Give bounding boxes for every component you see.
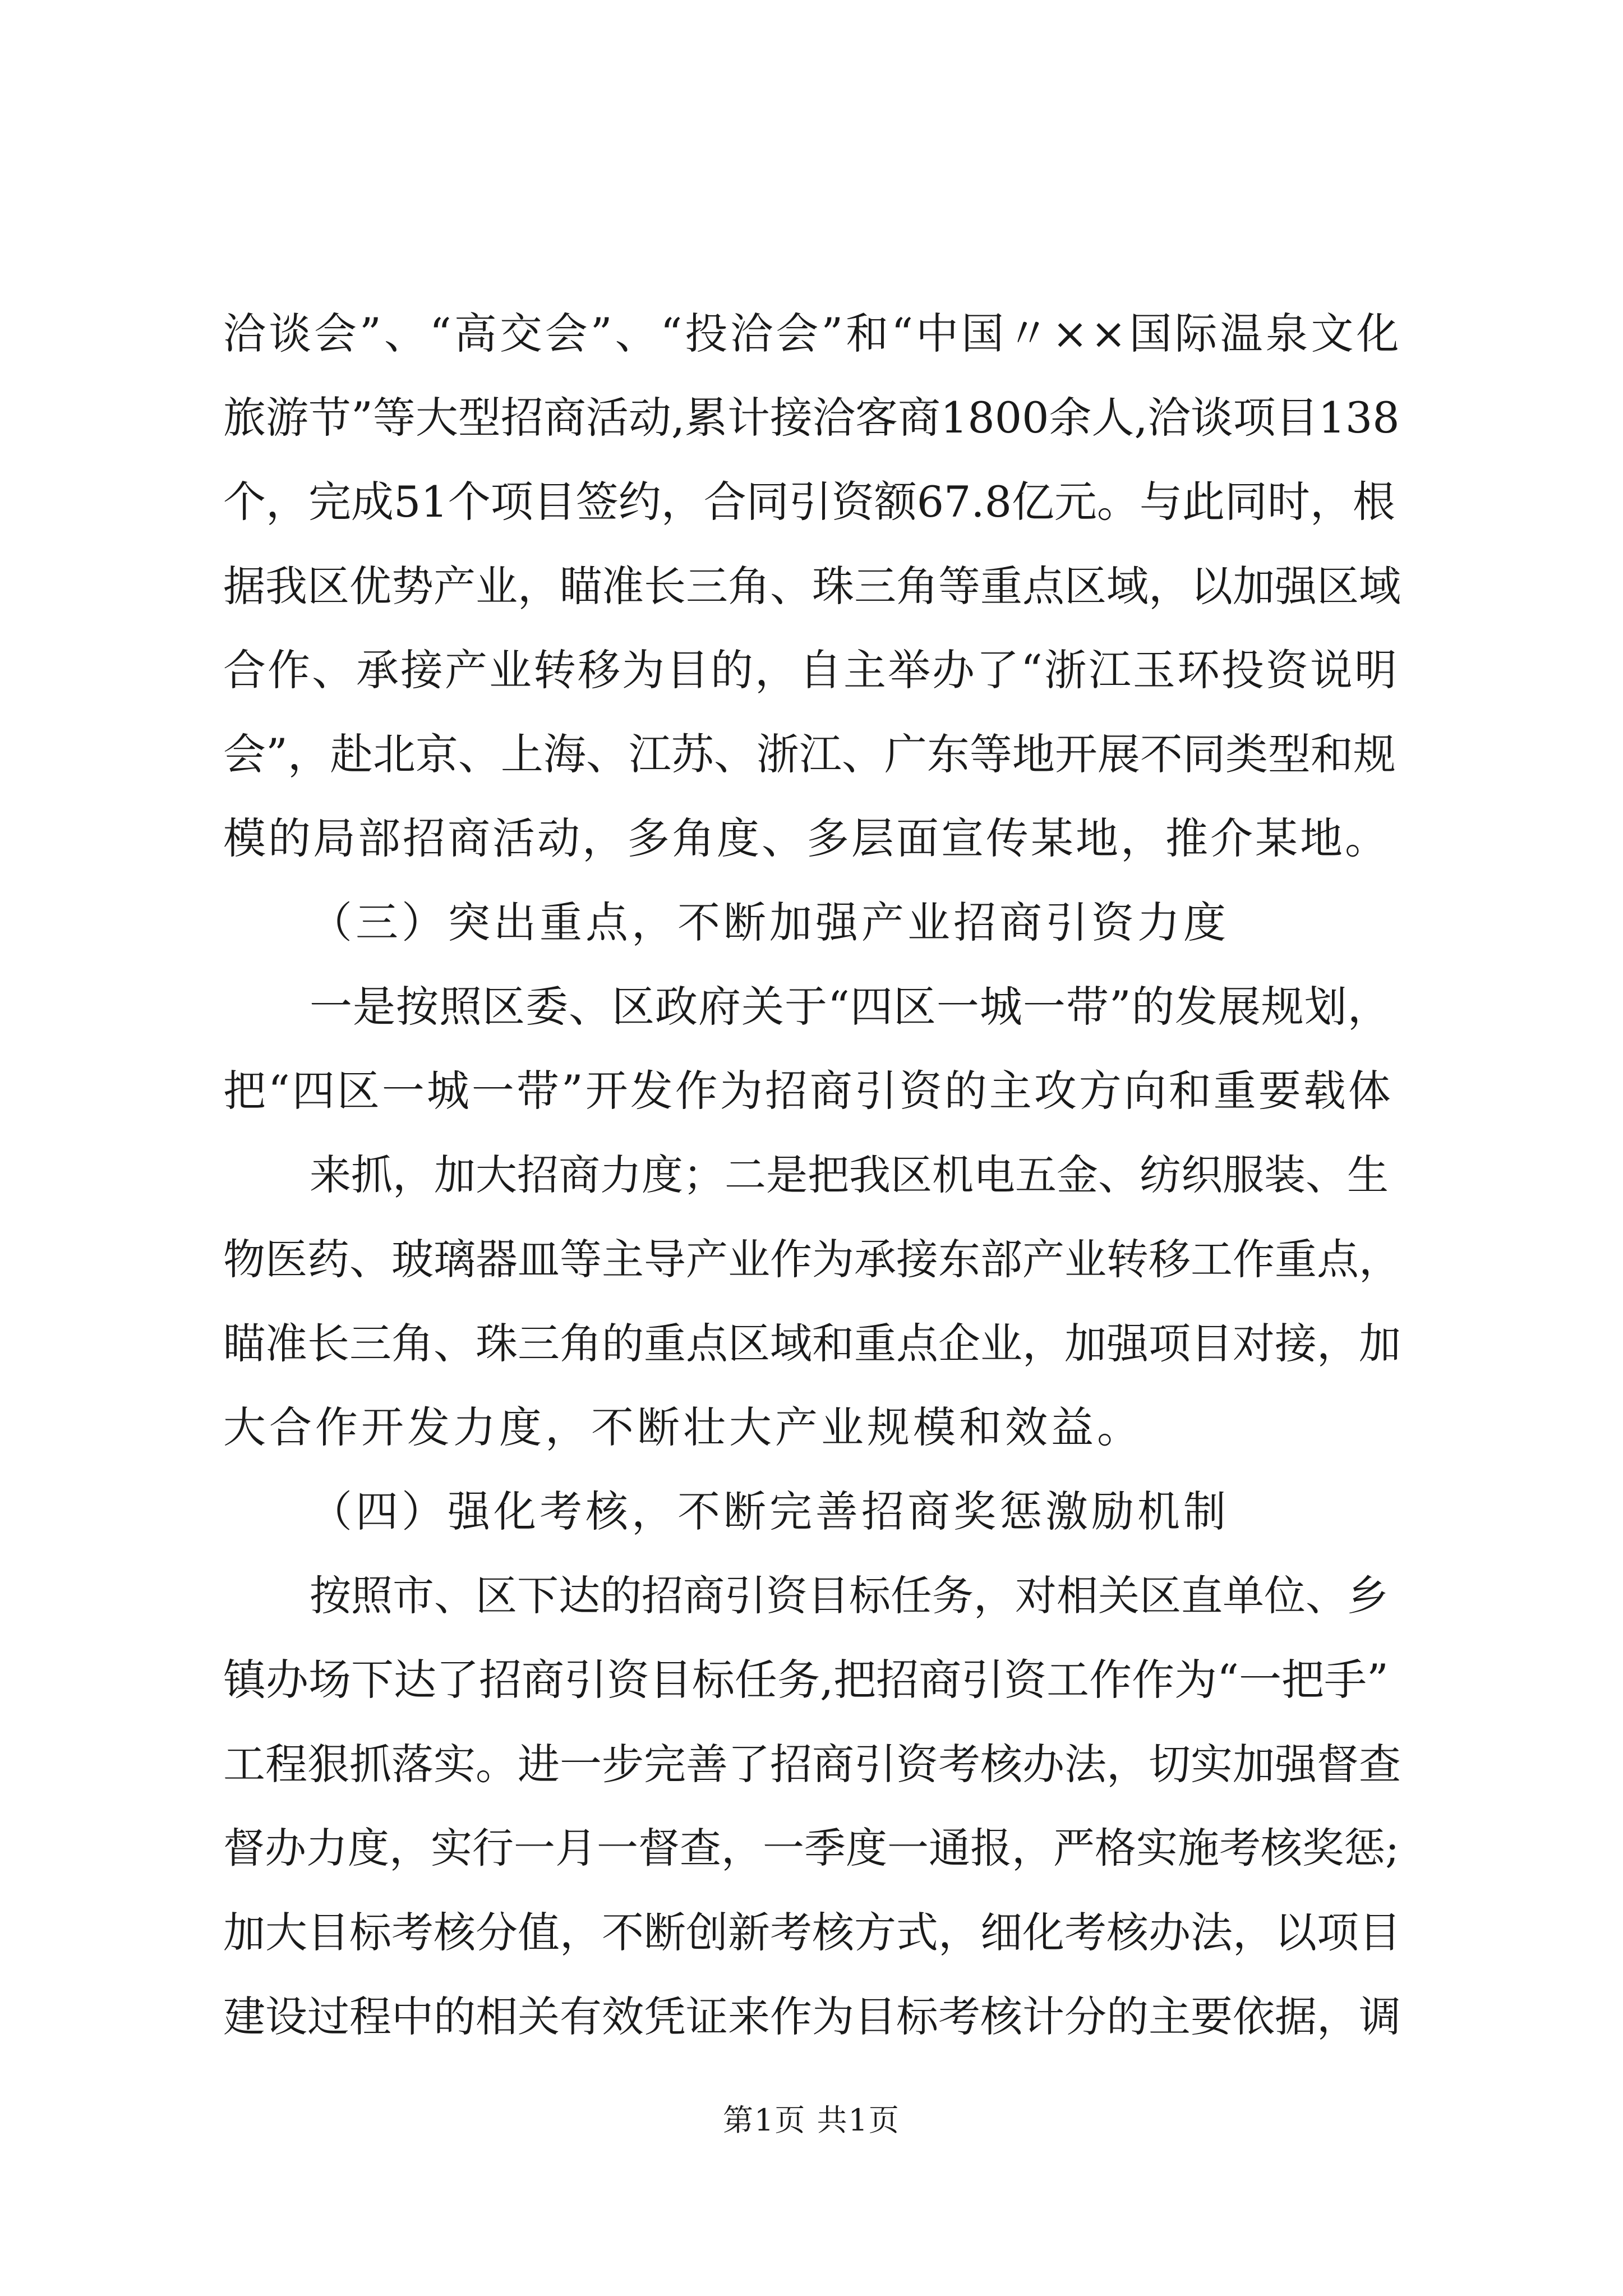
- paragraph-line: 镇办场下达了招商引资目标任务,把招商引资工作作为“一把手”: [223, 1655, 1389, 1705]
- paragraph-line: 把“四区一城一带”开发作为招商引资的主攻方向和重要载体: [223, 1066, 1393, 1116]
- paragraph-line: 模的局部招商活动，多角度、多层面宣传某地，推介某地。: [223, 813, 1390, 863]
- paragraph-line: 据我区优势产业，瞄准长三角、珠三角等重点区域，以加强区域: [223, 562, 1401, 611]
- section-heading: （三）突出重点，不断加强产业招商引资力度: [310, 898, 1229, 947]
- paragraph-line: 个，完成51个项目签约，合同引资额67.8亿元。与此同时，根: [223, 477, 1395, 527]
- paragraph-line: 合作、承接产业转移为目的，自主举办了“浙江玉环投资说明: [223, 645, 1399, 695]
- paragraph-line: 按照市、区下达的招商引资目标任务，对相关区直单位、乡: [310, 1572, 1389, 1620]
- paragraph-line: 工程狠抓落实。进一步完善了招商引资考核办法，切实加强督查: [223, 1740, 1401, 1789]
- paragraph-line: 会”，赴北京、上海、江苏、浙江、广东等地开展不同类型和规: [223, 729, 1396, 779]
- paragraph-line: 大合作开发力度，不断壮大产业规模和效益。: [223, 1402, 1143, 1452]
- paragraph-line: 来抓，加大招商力度；二是把我区机电五金、纺织服装、生: [310, 1151, 1389, 1199]
- paragraph-line: 物医药、玻璃器皿等主导产业作为承接东部产业转移工作重点，: [223, 1235, 1401, 1284]
- paragraph-line: 旅游节”等大型招商活动,累计接洽客商1800余人,洽谈项目138: [223, 393, 1400, 443]
- paragraph-line: 一是按照区委、区政府关于“四区一城一带”的发展规划，: [310, 982, 1391, 1032]
- paragraph-line: 督办力度，实行一月一督查，一季度一通报，严格实施考核奖惩;: [223, 1824, 1399, 1872]
- paragraph-line: 加大目标考核分值，不断创新考核方式，细化考核办法，以项目: [223, 1908, 1401, 1957]
- page-number-footer: 第1页 共1页: [723, 2102, 900, 2138]
- paragraph-line: 瞄准长三角、珠三角的重点区域和重点企业，加强项目对接，加: [223, 1319, 1401, 1368]
- section-heading: （四）强化考核，不断完善招商奖惩激励机制: [310, 1487, 1229, 1536]
- paragraph-line: 建设过程中的相关有效凭证来作为目标考核计分的主要依据，调: [223, 1992, 1401, 2041]
- paragraph-line: 洽谈会”、“高交会”、“投洽会”和“中国〃××国际温泉文化: [223, 309, 1402, 358]
